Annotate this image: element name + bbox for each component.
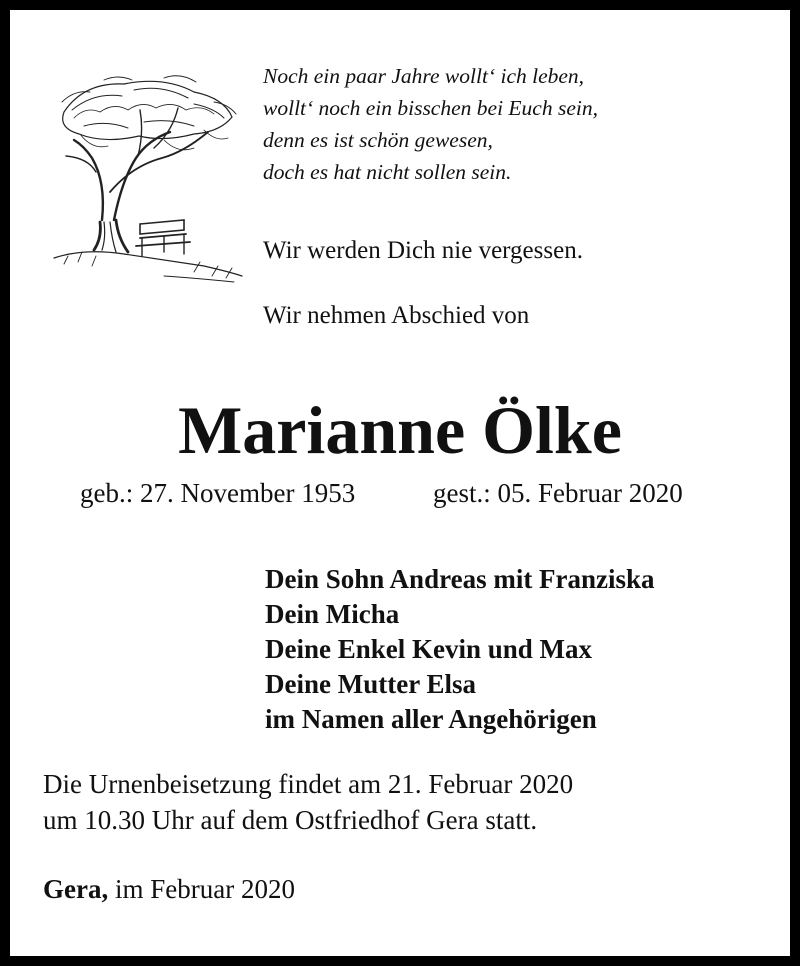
death-date: gest.: 05. Februar 2020 <box>433 478 683 508</box>
poem-line: denn es ist schön gewesen, <box>263 128 493 152</box>
poem-line: wollt‘ noch ein bisschen bei Euch sein, <box>263 96 598 120</box>
tree-with-bench-icon <box>44 62 244 284</box>
place-date: im Februar 2020 <box>114 874 295 904</box>
poem-line: Noch ein paar Jahre wollt‘ ich leben, <box>263 64 585 88</box>
mourner-line: Dein Micha <box>265 599 400 629</box>
deceased-name: Marianne Ölke <box>178 392 622 468</box>
poem <box>263 60 598 188</box>
mourner-line: Dein Sohn Andreas mit Franziska <box>265 564 655 594</box>
place-city: Gera, <box>43 874 109 904</box>
place-and-date <box>43 874 295 905</box>
farewell-text: Wir nehmen Abschied von <box>263 302 530 329</box>
remembrance-text: Wir werden Dich nie vergessen. <box>263 237 583 264</box>
poem-line: doch es hat nicht sollen sein. <box>263 160 512 184</box>
mourner-line: Deine Mutter Elsa <box>265 669 476 699</box>
burial-line: um 10.30 Uhr auf dem Ostfriedhof Gera statt. <box>43 805 538 835</box>
burial-line: Die Urnenbeisetzung findet am 21. Februar 2020 <box>43 769 574 799</box>
mourner-line: Deine Enkel Kevin und Max <box>265 634 593 664</box>
burial-info <box>43 766 573 838</box>
mourner-line: im Namen aller Angehörigen <box>265 704 597 734</box>
mourners-list <box>265 562 655 737</box>
birth-date: geb.: 27. November 1953 <box>80 478 356 508</box>
